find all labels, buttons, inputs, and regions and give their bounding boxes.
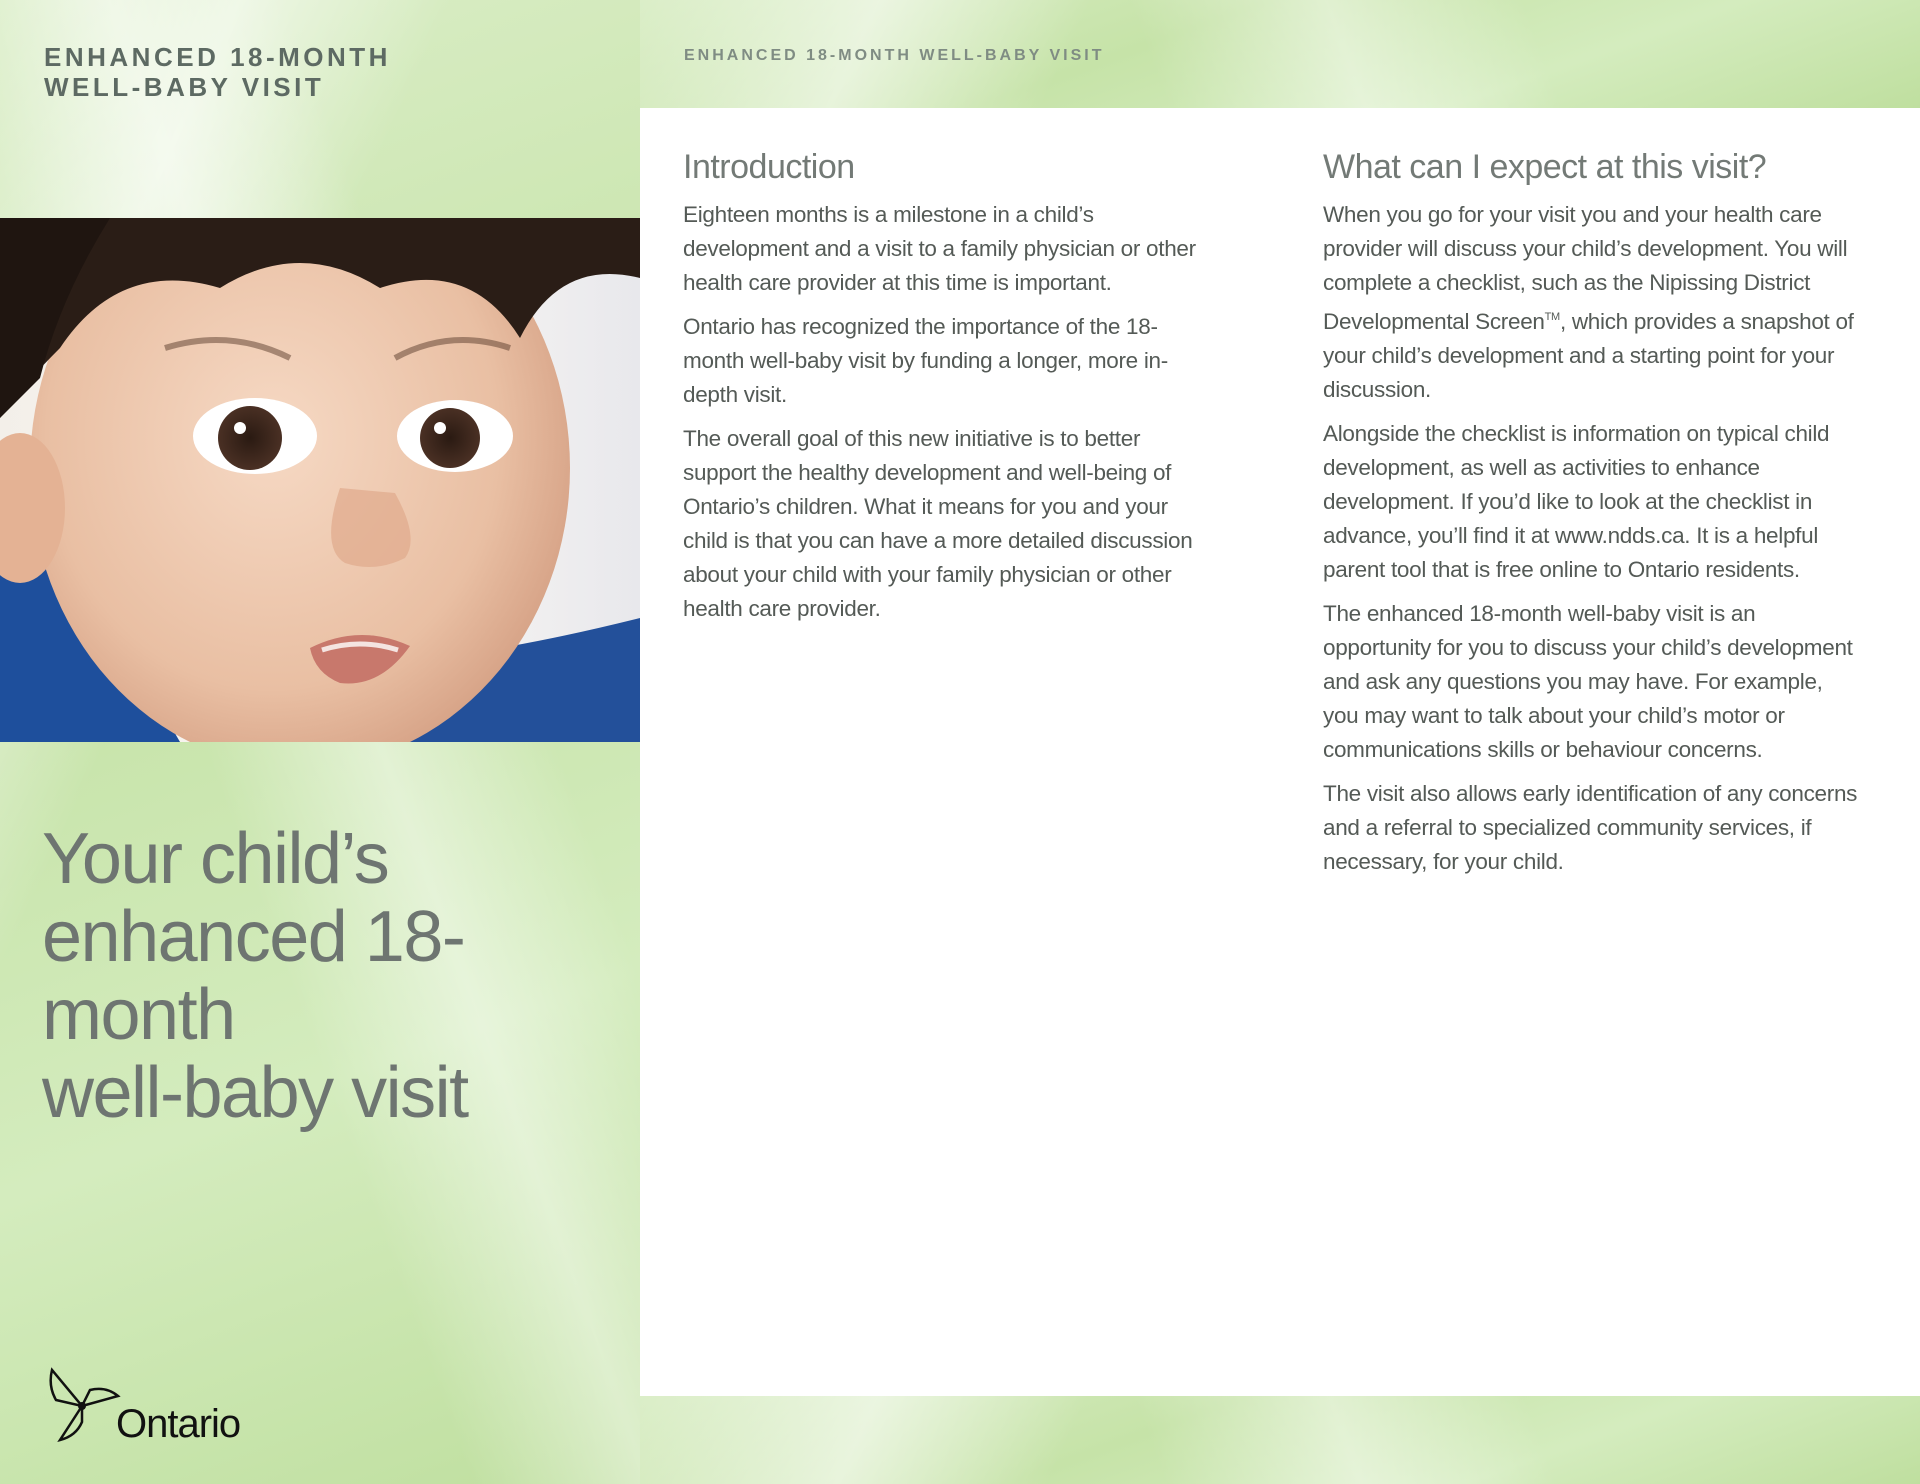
cover-title: Your child’s enhanced 18-month well-baby visit xyxy=(42,819,468,1133)
expect-column xyxy=(1323,146,1863,889)
expect-paragraph: Alongside the checklist is information on typical child development, as well as activities to enhance development. If you’d like to look at the checklist in advance, you’ll find it at www.ndds.ca. It is a helpful parent tool that is free online to Ontario residents. xyxy=(1323,421,1830,582)
expect-heading: What can I expect at this visit? xyxy=(1323,148,1767,186)
expect-text: , which provides a snapshot of your child’s development and a starting point for your discussion. xyxy=(1323,309,1854,402)
cover-header: ENHANCED 18-MONTH WELL-BABY VISIT xyxy=(44,42,391,102)
toddler-portrait-image xyxy=(0,218,640,742)
top-band xyxy=(640,0,1920,108)
trademark-mark: TM xyxy=(1544,311,1560,323)
expect-paragraph: The enhanced 18-month well-baby visit is an opportunity for you to discuss your child’s development and ask any questions you may have. For example, you may want to talk about your child’s motor or communications skills or behaviour concerns. xyxy=(1323,601,1853,762)
intro-paragraph: Ontario has recognized the importance of the 18-month well-baby visit by funding a longer, more in-depth visit. xyxy=(683,314,1168,407)
expect-text: When you go for your visit you and your health care provider will discuss your child’s development. You will complete a checklist, such as the Nipissing District Developmental Screen xyxy=(1323,202,1848,334)
cover-panel xyxy=(0,0,640,1484)
expect-paragraph: The visit also allows early identification of any concerns and a referral to specialized community services, if necessary, for your child. xyxy=(1323,781,1858,874)
introduction-heading: Introduction xyxy=(683,148,855,186)
intro-paragraph: Eighteen months is a milestone in a child’s development and a visit to a family physician or other health care provider at this time is important. xyxy=(683,202,1196,295)
running-header: ENHANCED 18-MONTH WELL-BABY VISIT xyxy=(684,47,1105,64)
introduction-column xyxy=(683,146,1203,636)
bottom-band xyxy=(640,1396,1920,1484)
trillium-logo-icon xyxy=(42,1366,122,1446)
intro-paragraph: The overall goal of this new initiative is to better support the healthy development and well-being of Ontario’s children. What it means for you and your child is that you can have a more detailed discussion about your child with your family physician or other health care provider. xyxy=(683,426,1193,621)
ontario-logo xyxy=(42,1366,282,1446)
expect-paragraph xyxy=(1323,198,1863,407)
logo-text: Ontario xyxy=(116,1402,241,1446)
